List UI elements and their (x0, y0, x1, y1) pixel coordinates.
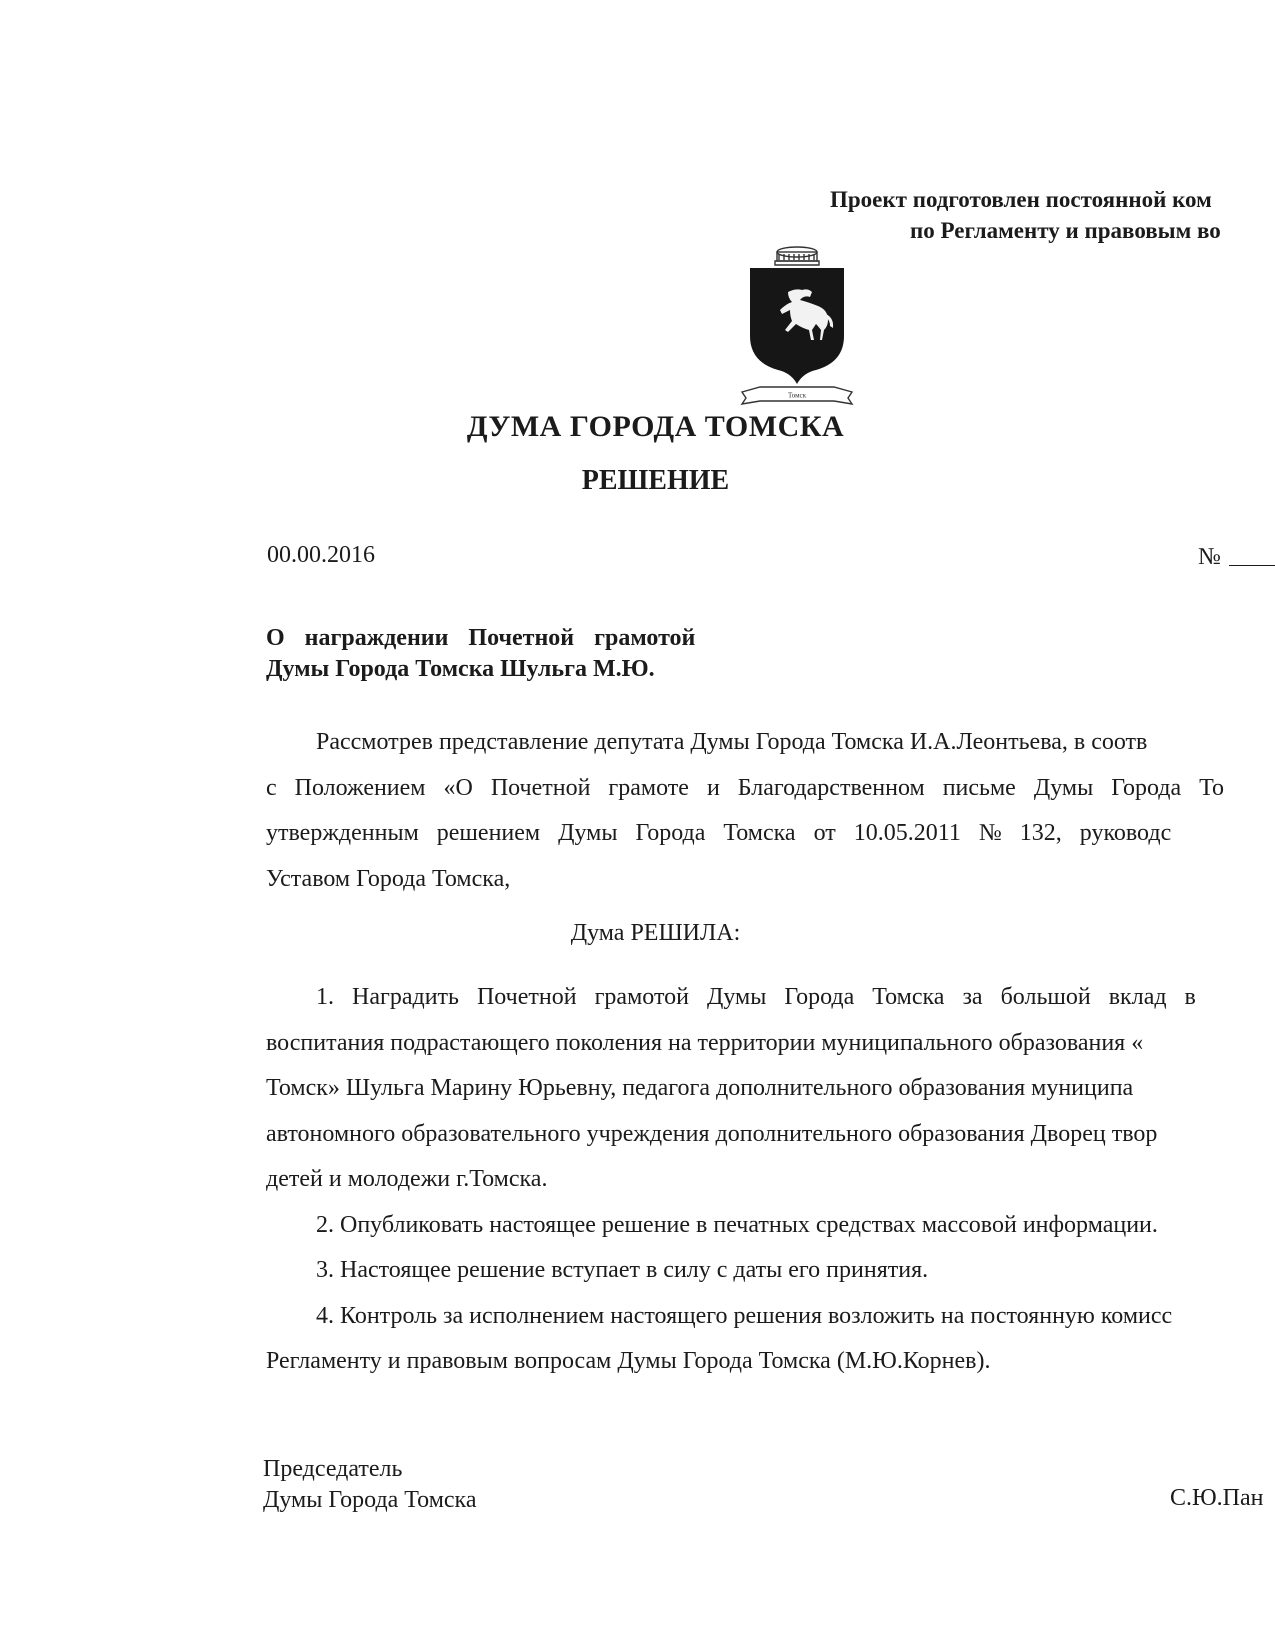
emblem-ribbon-text: Томск (787, 391, 807, 400)
document-number (1198, 544, 1275, 571)
preamble-line: Уставом Города Томска, (266, 865, 511, 892)
prepared-by-note (700, 184, 1275, 246)
subject-line-2: Думы Города Томска Шульга М.Ю. (266, 656, 655, 682)
number-blank (1229, 565, 1275, 566)
preamble-line: утвержденным решением Думы Города Томска от 10.05.2011 № 132, руководс (266, 820, 1172, 846)
signature-position (263, 1454, 477, 1516)
item-line: воспитания подрастающего поколения на территории муниципального образования « (266, 1029, 1144, 1056)
resolution-items (266, 975, 1275, 1385)
decided-heading: Дума РЕШИЛА: (570, 920, 741, 946)
item-line: Регламенту и правовым вопросам Думы Города Томска (М.Ю.Корнев). (266, 1348, 991, 1374)
signature-name: С.Ю.Пан (1170, 1485, 1264, 1511)
org-title: ДУМА ГОРОДА ТОМСКА (466, 410, 845, 443)
document-kind: РЕШЕНИЕ (581, 465, 730, 496)
signature-position-line-1: Председатель (263, 1456, 403, 1482)
item-line: 3. Настоящее решение вступает в силу с даты его принятия. (316, 1257, 929, 1283)
preamble (266, 720, 1275, 902)
preamble-line: с Положением «О Почетной грамоте и Благодарственном письме Думы Города То (266, 774, 1224, 801)
item-line: автономного образовательного учреждения дополнительного образования Дворец твор (266, 1120, 1158, 1147)
item-line: детей и молодежи г.Томска. (266, 1166, 548, 1192)
signature-position-line-2: Думы Города Томска (263, 1487, 477, 1513)
subject-line-1: О награждении Почетной грамотой (266, 625, 696, 651)
document-date: 00.00.2016 (267, 542, 375, 568)
number-label: № (1198, 544, 1221, 570)
preamble-line: Рассмотрев представление депутата Думы Города Томска И.А.Леонтьева, в соотв (316, 729, 1148, 755)
item-line: 2. Опубликовать настоящее решение в печатных средствах массовой информации. (316, 1211, 1158, 1238)
tomsk-coat-of-arms-icon (738, 244, 856, 410)
document-subject (266, 623, 695, 685)
item-line: 1. Наградить Почетной грамотой Думы Города Томска за большой вклад в (316, 984, 1196, 1010)
prepared-by-line-2: по Регламенту и правовым во (910, 218, 1221, 243)
prepared-by-line-1: Проект подготовлен постоянной ком (830, 187, 1212, 212)
item-line: Томск» Шульга Марину Юрьевну, педагога дополнительного образования муниципа (266, 1075, 1134, 1101)
item-line: 4. Контроль за исполнением настоящего решения возложить на постоянную комисс (316, 1302, 1173, 1329)
